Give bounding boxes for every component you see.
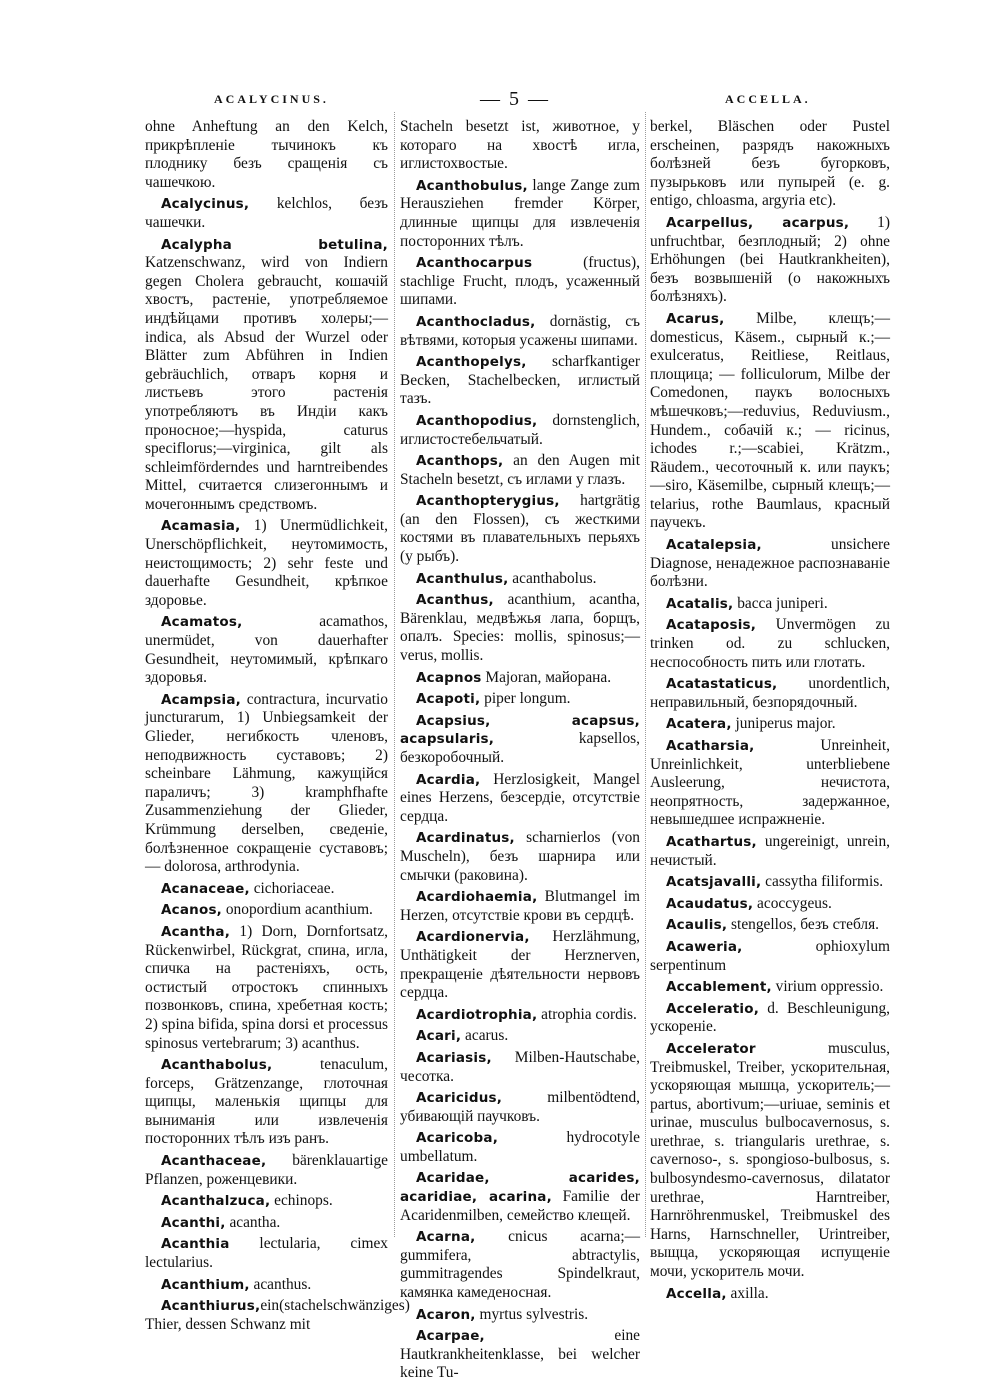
entry-definition: juniperus major. — [731, 715, 836, 733]
entry-headword: Acarus, — [666, 310, 725, 327]
entry-headword: Acanthium, — [161, 1276, 250, 1293]
dictionary-entry — [400, 1306, 640, 1325]
entry-definition: cichoriaceae. — [249, 879, 335, 897]
column-divider — [645, 112, 646, 1237]
dictionary-entry — [650, 536, 890, 592]
dictionary-entry — [650, 895, 890, 914]
dictionary-entry — [145, 1297, 410, 1334]
dictionary-entry — [400, 492, 640, 566]
entry-headword: Acalypha betulina, — [161, 236, 388, 253]
header-left-guideword: ACALYCINUS. — [214, 92, 329, 106]
entry-headword: Acarpellus, acarpus, — [666, 214, 850, 231]
dictionary-entry — [400, 771, 640, 827]
dictionary-entry — [400, 1327, 640, 1383]
dictionary-entry — [400, 888, 640, 925]
entry-definition: echinops. — [270, 1192, 333, 1210]
entry-headword: Acanthulus, — [416, 570, 509, 587]
entry-headword: Acatharsia, — [666, 738, 755, 754]
dictionary-entry — [650, 873, 890, 892]
entry-headword: Acanthi, — [161, 1214, 226, 1231]
entry-headword: Acardionervia, — [416, 929, 530, 946]
entry-headword: Acanthocarpus — [416, 255, 533, 272]
entry-definition: 1) Unermüdlichkeit, Unerschöpflichkeit, неутомимость, неистощимость; 2) sehr feste und dauerhafte Gesundheit, крѣпкое здоровье. — [145, 517, 388, 609]
entry-definition: acanthium, acantha, Bärenklau, медвѣжья лапа, борщъ, опалъ. Species: mollis, spinosus;—verus, mollis. — [400, 591, 640, 665]
dictionary-entry — [400, 1169, 640, 1225]
entry-headword: Acanthopodius, — [416, 412, 538, 429]
entry-headword: Acaudatus, — [666, 895, 754, 912]
dictionary-entry — [650, 833, 890, 870]
entry-definition: atrophia cordis. — [537, 1005, 637, 1023]
entry-headword: Acanthocladus, — [416, 313, 536, 330]
dictionary-entry — [400, 313, 640, 350]
dictionary-entry — [400, 118, 640, 174]
entry-definition: acantha. — [225, 1213, 281, 1231]
entry-headword: Acardiohaemia, — [416, 889, 538, 906]
column-divider — [394, 112, 395, 1237]
entry-definition: (fructus), stachlige Frucht, плодъ, усаженный шипами. — [400, 254, 640, 309]
entry-headword: Acampsia, — [161, 691, 241, 708]
entry-definition: ohne Anheftung an den Kelch, прикрѣпленіе тычинокъ къ плоднику безъ сращенія съ чашечкою. — [145, 118, 388, 191]
entry-definition: cnicus acarna;—gummifera, abtractylis, gummitragendes Spindelkraut, камянка камеденосная. — [400, 1228, 640, 1302]
entry-headword: Acanthaceae, — [161, 1153, 267, 1170]
entry-definition: ophioxylum serpentinum — [650, 937, 890, 974]
entry-headword: Acaricidus, — [416, 1090, 503, 1107]
entry-definition: acoccygeus. — [753, 894, 832, 912]
entry-headword: Acalycinus, — [161, 196, 250, 213]
entry-definition: tenaculum, forceps, Grätzenzange, глоточная щипцы, маленькія щипцы для выниманія или извлеченія посторонних тѣлъ изъ ранъ. — [145, 1056, 388, 1148]
entry-headword: Acanthopelys, — [416, 354, 527, 371]
entry-definition: lectularia, cimex lectularius. — [145, 1235, 388, 1272]
entry-definition: berkel, Bläschen oder Pustel erscheinen, разрядъ накожныхъ болѣзней безъ бугорковъ, пузырьковъ или пупырей (e. g. entigo, chloasma, argyria etc). — [650, 118, 890, 210]
entry-definition: Milben-Hautschabe, чесотка. — [400, 1048, 640, 1085]
entry-definition: scharnierlos (von Muscheln), безъ шарнира или смычки (раковина). — [400, 829, 640, 884]
entry-headword: Acardinatus, — [416, 830, 515, 847]
entry-definition: piper longum. — [480, 690, 571, 708]
entry-definition: scharfkantiger Becken, Stachelbecken, иглистый тазъ. — [400, 353, 640, 408]
entry-definition: 1) Dorn, Dornfortsatz, Rückenwirbel, Rückgrat, спина, игла, спичка на растеніяхъ, ость, остистый отростокъ спинныхъ позвонковъ, спина, хребетная кость; 2) spina bifida, spina dorsi et processus spinosus vertebrarum; 3) acanthus. — [145, 922, 388, 1052]
entry-headword: Acanaceae, — [161, 880, 250, 897]
entry-headword: Acceleratio, — [666, 1000, 760, 1017]
running-header — [140, 88, 900, 110]
dictionary-entry — [145, 691, 388, 877]
dictionary-entry — [650, 310, 890, 533]
entry-headword: Acarna, — [416, 1229, 476, 1246]
entry-headword: Acathartus, — [666, 833, 757, 850]
dictionary-entry — [400, 570, 640, 589]
entry-definition: Familie der Acaridenmilben, семейство клещей. — [400, 1188, 640, 1224]
entry-headword: Acaron, — [416, 1306, 476, 1323]
dictionary-entry — [400, 669, 640, 688]
entry-definition: Blutmangel im Herzen, отсутствіе крови въ сердцѣ. — [400, 888, 640, 924]
entry-headword: Acarpae, — [416, 1328, 485, 1345]
entry-headword: Acanthia — [161, 1236, 230, 1253]
entry-headword: Accella, — [666, 1285, 727, 1302]
dictionary-entry — [145, 236, 388, 515]
entry-headword: Acanos, — [161, 902, 223, 919]
entry-headword: Acataposis, — [666, 617, 757, 634]
page-number: — 5 — — [480, 88, 550, 110]
dictionary-entry — [400, 177, 640, 251]
entry-headword: Acaricoba, — [416, 1130, 499, 1147]
entry-definition: d. Beschleunigung, ускореніе. — [650, 999, 890, 1036]
dictionary-entry — [145, 1056, 388, 1149]
entry-headword: Acariasis, — [416, 1049, 492, 1066]
entry-definition: bärenklauartige Pflanzen, роженцевики. — [145, 1152, 388, 1188]
dictionary-entry — [145, 517, 388, 610]
entry-definition: Herzlähmung, Unthätigkeit der Herznerven, прекращеніе дѣятельности нервовъ сердца. — [400, 928, 640, 1002]
entry-definition: unsichere Diagnose, ненадежное распознаваніе болѣзни. — [650, 536, 890, 591]
entry-headword: Acanthalzuca, — [161, 1193, 271, 1210]
entry-headword: Acanthobulus, — [416, 177, 528, 194]
entry-headword: Acanthus, — [416, 592, 494, 609]
dictionary-entry — [145, 1235, 388, 1272]
dictionary-entry — [145, 1192, 388, 1211]
dictionary-entry — [650, 118, 890, 211]
dictionary-entry — [650, 616, 890, 672]
dictionary-entry — [400, 1129, 640, 1166]
entry-definition: 1) unfruchtbar, безплодный; 2) ohne Erhöhungen (bei Hautkrankheiten), безъ возвышеній (о накожныхъ болѣзняхъ). — [650, 213, 890, 306]
dictionary-entry — [400, 452, 640, 489]
entry-definition: virium oppressio. — [771, 978, 884, 996]
dictionary-entry — [400, 928, 640, 1002]
entry-definition: milbentödtend, убивающій паучковъ. — [400, 1089, 640, 1125]
dictionary-entry — [400, 1089, 640, 1126]
entry-definition: hydrocotyle umbellatum. — [400, 1129, 640, 1165]
entry-headword: Acanthopterygius, — [416, 493, 560, 510]
dictionary-entry — [650, 938, 890, 975]
dictionary-entry — [400, 1006, 640, 1025]
header-right-guideword: ACCELLA. — [725, 92, 811, 106]
dictionary-entry — [145, 613, 388, 687]
dictionary-column-3 — [650, 118, 890, 1306]
dictionary-entry — [400, 712, 640, 768]
entry-headword: Acaweria, — [666, 938, 743, 955]
entry-headword: Accelerator — [666, 1040, 756, 1057]
entry-definition: an den Augen mit Stacheln besetzt, съ иглами у глазъ. — [400, 452, 640, 488]
entry-headword: Acantha, — [161, 923, 231, 940]
dictionary-entry — [400, 254, 640, 310]
dictionary-entry — [400, 353, 640, 409]
dictionary-entry — [650, 1040, 890, 1282]
entry-definition: dornästig, съ вѣтвями, которыя усажены шипами. — [400, 312, 640, 349]
entry-definition: cassytha filiformis. — [761, 873, 884, 891]
dictionary-entry — [400, 1049, 640, 1086]
entry-definition: Unreinheit, Unreinlichkeit, unterbliebene Ausleerung, нечистота, неопрятность, задержанное, невышедшее испражненіе. — [650, 737, 890, 829]
entry-headword: Acanthops, — [416, 453, 504, 470]
entry-headword: Acamasia, — [161, 518, 241, 535]
entry-headword: Acardia, — [416, 771, 481, 788]
dictionary-entry — [145, 118, 388, 192]
dictionary-entry — [400, 591, 640, 665]
entry-definition: Majoran, майорана. — [481, 668, 612, 686]
entry-definition: Katzenschwanz, wird von Indiern gegen Cholera gebraucht, кошачій хвостъ, растеніе, употребляемое индѣйцами противъ холеры;—indica, als Absud der Wurzel oder Blätter zum Abführen in Indien gebräuchlich, отваръ корня и листьевъ этого растенія употребляютъ въ Индіи какъ проносное;—hyspida, caturus speciflorus;—virginica, gilt als schleimförderndes und harntreibendes Mittel, считается слизегоннымъ и мочегоннымъ средствомъ. — [145, 254, 388, 513]
dictionary-entry — [145, 901, 388, 920]
entry-headword: Acari, — [416, 1028, 462, 1045]
entry-definition: acamathos, unermüdet, von dauerhafter Gesundheit, неутомимый, крѣпкаго здоровья. — [145, 613, 388, 687]
dictionary-entry — [650, 675, 890, 712]
dictionary-entry — [650, 214, 890, 307]
dictionary-entry — [400, 690, 640, 709]
entry-definition: Stacheln besetzt ist, животное, у котораго на хвостѣ игла, иглистохвостые. — [400, 118, 640, 173]
entry-definition: ein(stachelschwänziges) Thier, dessen Schwanz mit — [145, 1297, 410, 1333]
entry-headword: Acardiotrophia, — [416, 1006, 538, 1023]
dictionary-entry — [650, 715, 890, 734]
entry-headword: Acapoti, — [416, 691, 481, 708]
dictionary-entry — [650, 595, 890, 614]
dictionary-entry — [145, 880, 388, 899]
dictionary-entry — [145, 195, 388, 232]
entry-definition: acarus. — [461, 1027, 509, 1045]
entry-headword: Acanthiurus, — [161, 1298, 261, 1315]
dictionary-entry — [145, 1276, 388, 1295]
entry-headword: Acatera, — [666, 716, 732, 733]
entry-definition: musculus, Treibmuskel, Treiber, ускорительная, ускоряющая мышца, ускоритель;—partus, abortivum;—uriuae, seminis et urinae, musculus bulbocavernosus, s. urethrae, s. triangularis urethrae, s. cavernoso-, s. spongioso-bulbosus, s. bulbosyndesmo-cavernosus, dilatator urethrae, Harntreiber, Harnröhrenmuskel, Treibmuskel des Harns, Harnschneller, Urintreiber, выщца, ускоряющая испущеніе мочи, ускоритель мочи. — [650, 1039, 890, 1281]
entry-headword: Acapsius, acapsus, acapsularis, — [400, 712, 640, 748]
dictionary-entry — [650, 737, 890, 830]
entry-definition: bacca juniperi. — [733, 594, 828, 612]
entry-definition: hartgrätig (an den Flossen), съ жесткими костями въ плавательныхъ перьяхъ (у рыбъ). — [400, 492, 640, 566]
entry-definition: Unvermögen zu trinken od. zu schlucken, неспособность пить или глотать. — [650, 616, 890, 671]
dictionary-entry — [400, 1027, 640, 1046]
entry-headword: Acaridae, acarides, acaridiae, acarina, — [400, 1170, 640, 1206]
dictionary-entry — [650, 916, 890, 935]
dictionary-entry — [650, 978, 890, 997]
entry-definition: contractura, incurvatio juncturarum, 1) Unbiegsamkeit der Glieder, негибкость членовъ, неподвижность суставовъ; 2) scheinbare Lähmung, кажущійся параличъ; 3) kramphfhafte Zusammenziehung der Glieder, Krümmung derselben, сведеніе, болѣзненное сокращеніе суставовъ; — dolorosa, arthrodynia. — [145, 690, 388, 876]
entry-headword: Acaulis, — [666, 917, 728, 934]
entry-definition: kapsellos, безкоробочный. — [400, 730, 640, 766]
dictionary-column-1 — [145, 118, 410, 1337]
dictionary-entry — [650, 1285, 890, 1304]
entry-headword: Acatalis, — [666, 595, 734, 612]
entry-definition: myrtus sylvestris. — [475, 1305, 589, 1323]
dictionary-entry — [400, 412, 640, 449]
entry-definition: ungereinigt, unrein, нечистый. — [650, 832, 890, 869]
entry-headword: Acanthabolus, — [161, 1057, 273, 1074]
entry-definition: stengellos, безъ стебля. — [727, 916, 880, 934]
entry-definition: dornstenglich, иглистостебельчатый. — [400, 411, 640, 448]
dictionary-entry — [650, 1000, 890, 1037]
entry-definition: axilla. — [726, 1284, 769, 1302]
dictionary-entry — [145, 1214, 388, 1233]
entry-headword: Accablement, — [666, 979, 772, 996]
entry-headword: Acatalepsia, — [666, 537, 762, 554]
entry-headword: Acamatos, — [161, 614, 243, 631]
dictionary-entry — [400, 1228, 640, 1302]
entry-definition: acanthabolus. — [508, 569, 597, 587]
entry-definition: Milbe, клещъ;—domesticus, Käsem., сырный к.;—exulceratus, Reitliese, Reitlaus, площица; — folliculorum, Milbe der Comedonen, паукъ волосныхъ мѣшечковъ;—reduvius, Reduviusm., Hundem., собачій к.; — ricinus, ichodes r.;—scabiei, Krätzm., Räudem., чесоточный к. или паукъ;—siro, Käsemilbe, сырный клещъ;—telarius, rothe Baumlaus, красный паучекъ. — [650, 309, 890, 532]
entry-definition: eine Hautkrankheitenklasse, bei welcher keine Tu- — [400, 1327, 640, 1382]
dictionary-entry — [400, 829, 640, 885]
dictionary-column-2 — [400, 118, 640, 1386]
dictionary-entry — [145, 1152, 388, 1189]
entry-definition: Herzlosigkeit, Mangel eines Herzens, безсердіе, отсутствіе сердца. — [400, 770, 640, 825]
entry-headword: Acapnos — [416, 669, 482, 686]
entry-definition: onopordium acanthium. — [222, 901, 373, 919]
entry-headword: Acatsjavalli, — [666, 874, 762, 891]
entry-definition: lange Zange zum Herausziehen fremder Körper, длинные щипцы для извлеченія посторонних тѣлъ. — [400, 176, 640, 250]
entry-definition: acanthus. — [249, 1275, 312, 1293]
dictionary-entry — [145, 923, 388, 1053]
entry-definition: kelchlos, безъ чашечки. — [145, 195, 388, 231]
entry-headword: Acatastaticus, — [666, 676, 778, 693]
entry-definition: unordentlich, неправильный, безпорядочный. — [650, 675, 890, 711]
